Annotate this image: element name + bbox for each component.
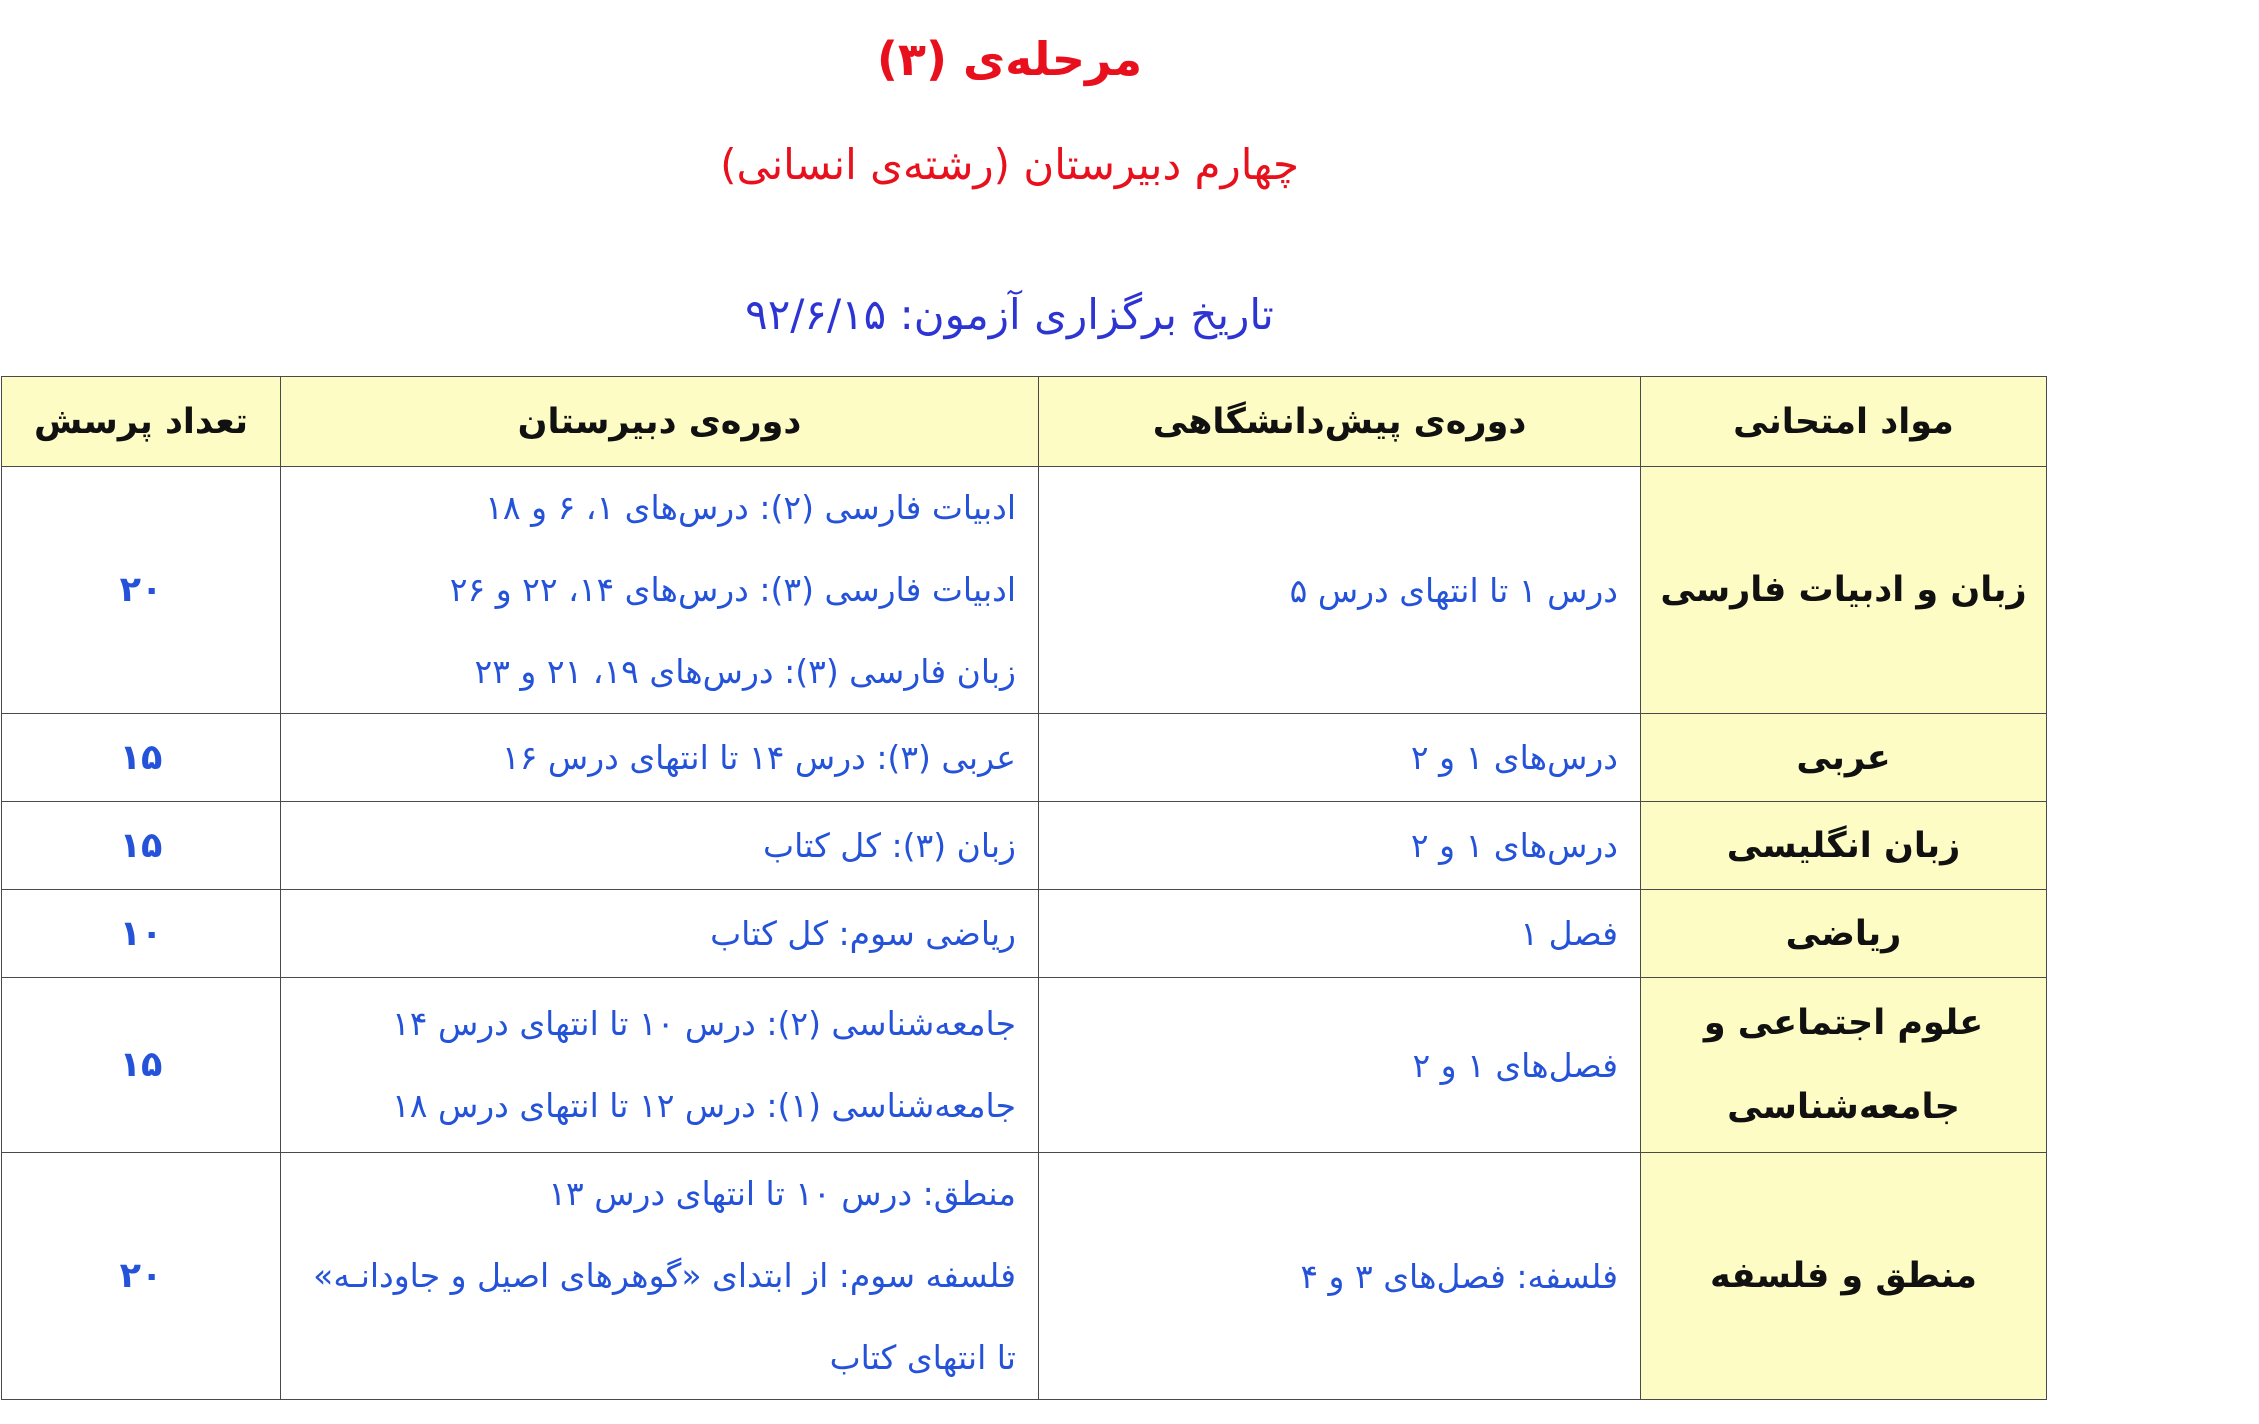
question-count-cell: ۲۰ [2,1153,281,1400]
high-school-line: جامعه‌شناسی (۲): درس ۱۰ تا انتهای درس ۱۴ [392,1004,1016,1043]
question-count-cell: ۱۵ [2,802,281,890]
high-school-line: ادبیات فارسی (۲): درس‌های ۱، ۶ و ۱۸ [485,488,1016,527]
high-school-line: زبان فارسی (۳): درس‌های ۱۹، ۲۱ و ۲۳ [474,652,1016,691]
table-row [2,1153,2047,1400]
subject-label: علوم اجتماعی و [1703,1003,1984,1043]
subject-label: منطق و فلسفه [1710,1256,1977,1296]
pre-university-cell: فصل ۱ [1039,890,1641,978]
question-count-cell: ۱۵ [2,714,281,802]
subject-cell [1641,714,2047,802]
subject-label: عربی [1796,737,1891,778]
high-school-line: عربی (۳): درس ۱۴ تا انتهای درس ۱۶ [501,737,1016,777]
pre-university-cell: فلسفه: فصل‌های ۳ و ۴ [1039,1153,1641,1400]
pre-university-cell: درس‌های ۱ و ۲ [1039,714,1641,802]
question-count-cell: ۲۰ [2,467,281,714]
pre-university-cell: درس ۱ تا انتهای درس ۵ [1039,467,1641,714]
high-school-cell [281,802,1039,890]
question-count-cell: ۱۵ [2,978,281,1153]
high-school-cell [281,714,1039,802]
high-school-line: زبان (۳): کل کتاب [763,825,1016,865]
table-row [2,978,2047,1153]
table-row [2,467,2047,714]
subject-cell [1641,1153,2047,1400]
subject-cell [1641,802,2047,890]
high-school-line: جامعه‌شناسی (۱): درس ۱۲ تا انتهای درس ۱۸ [392,1086,1016,1125]
subject-label: زبان انگلیسی [1726,825,1961,866]
column-header-high-school: دوره‌ی دبیرستان [281,377,1039,467]
subject-cell [1641,467,2047,714]
column-header-question-count: تعداد پرسش [2,377,281,467]
subject-cell [1641,890,2047,978]
column-header-pre-university: دوره‌ی پیش‌دانشگاهی [1039,377,1641,467]
high-school-cell [281,467,1039,714]
high-school-cell [281,1153,1039,1400]
stage-title: مرحله‌ی (۳) [876,32,1143,86]
high-school-line: ادبیات فارسی (۳): درس‌های ۱۴، ۲۲ و ۲۶ [449,570,1016,609]
subject-label: جامعه‌شناسی [1727,1087,1960,1127]
column-header-subject: مواد امتحانی [1641,377,2047,467]
subject-cell [1641,978,2047,1153]
subject-label: زبان و ادبیات فارسی [1660,570,2027,610]
subject-label: ریاضی [1785,913,1902,954]
high-school-line: ریاضی سوم: کل کتاب [710,913,1016,953]
table-header-row [2,377,2047,467]
high-school-line: تا انتهای کتاب [829,1338,1016,1377]
exam-syllabus-table [1,376,2047,1400]
high-school-cell [281,978,1039,1153]
exam-date: تاریخ برگزاری آزمون: ۹۲/۶/۱۵ [745,290,1274,339]
high-school-line: فلسفه سوم: از ابتدای «گوهرهای اصیل و جاودانـه» [313,1256,1016,1295]
question-count-cell: ۱۰ [2,890,281,978]
pre-university-cell: فصل‌های ۱ و ۲ [1039,978,1641,1153]
table-row [2,714,2047,802]
pre-university-cell: درس‌های ۱ و ۲ [1039,802,1641,890]
track-title: چهارم دبیرستان (رشته‌ی انسانی) [720,140,1299,189]
high-school-cell [281,890,1039,978]
table-row [2,890,2047,978]
table-row [2,802,2047,890]
high-school-line: منطق: درس ۱۰ تا انتهای درس ۱۳ [548,1174,1016,1213]
